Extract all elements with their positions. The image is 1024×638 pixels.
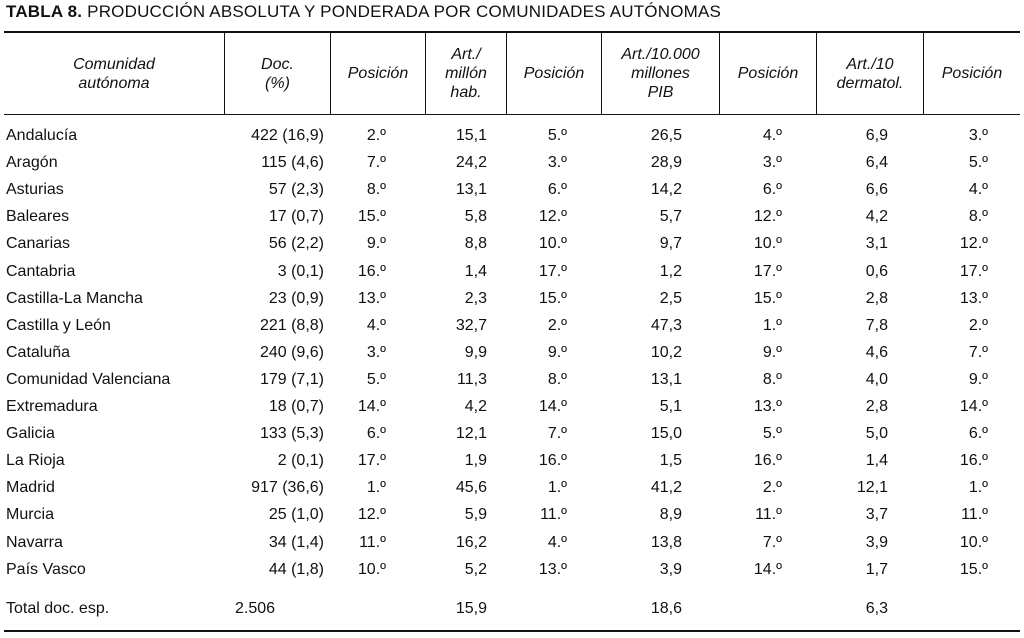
cell-posicion-4: 2.º bbox=[968, 316, 988, 334]
cell-posicion-4: 5.º bbox=[968, 154, 988, 172]
cell-posicion-2: 12.º bbox=[538, 208, 567, 226]
cell-art-dermatol: 12,1 bbox=[856, 479, 888, 497]
cell-art-dermatol: 1,4 bbox=[865, 452, 888, 470]
table-title bbox=[6, 2, 721, 22]
cell-posicion-4: 16.º bbox=[959, 452, 988, 470]
cell-art-dermatol: 4,0 bbox=[865, 370, 888, 388]
header-art-pib: Art./10.000 millones PIB bbox=[621, 46, 700, 101]
cell-posicion-1: 14.º bbox=[357, 398, 386, 415]
cell-art-pib: 26,5 bbox=[650, 127, 682, 144]
cell-posicion-2: 5.º bbox=[547, 127, 567, 144]
table-row bbox=[0, 123, 1024, 150]
cell-posicion-3: 13.º bbox=[753, 398, 782, 415]
cell-art-pib: 1,5 bbox=[659, 452, 682, 470]
cell-doc: 25 (1,0) bbox=[268, 506, 324, 524]
cell-art-millon: 13,1 bbox=[455, 181, 487, 199]
header-posicion-1: Posición bbox=[347, 65, 409, 82]
cell-posicion-3: 4.º bbox=[762, 127, 782, 144]
cell-doc: 917 (36,6) bbox=[251, 479, 324, 497]
cell-posicion-4: 13.º bbox=[959, 289, 988, 307]
table-row bbox=[0, 394, 1024, 421]
table-number: TABLA 8. bbox=[6, 2, 83, 21]
cell-posicion-3: 6.º bbox=[762, 181, 782, 199]
cell-doc: 2 (0,1) bbox=[277, 452, 324, 470]
header-comunidad: Comunidad autónoma bbox=[73, 55, 155, 92]
cell-comunidad: Asturias bbox=[6, 181, 64, 199]
cell-comunidad: Madrid bbox=[6, 479, 55, 497]
bottom-rule bbox=[4, 630, 1020, 632]
cell-posicion-2: 8.º bbox=[547, 370, 567, 388]
cell-art-pib: 47,3 bbox=[650, 316, 682, 334]
table-row bbox=[0, 286, 1024, 313]
cell-art-dermatol: 6,4 bbox=[865, 154, 888, 172]
cell-art-dermatol: 3,9 bbox=[865, 533, 888, 551]
total-art-pib: 18,6 bbox=[650, 600, 682, 617]
cell-art-dermatol: 4,2 bbox=[865, 208, 888, 226]
cell-posicion-4: 17.º bbox=[959, 262, 988, 280]
cell-art-pib: 5,7 bbox=[659, 208, 682, 226]
table-row bbox=[0, 340, 1024, 367]
header-art-dermatol: Art./10 dermatol. bbox=[836, 55, 904, 92]
table-row bbox=[0, 231, 1024, 258]
cell-doc: 221 (8,8) bbox=[259, 316, 324, 334]
table-caption: PRODUCCIÓN ABSOLUTA Y PONDERADA POR COMUNIDADES AUTÓNOMAS bbox=[87, 2, 722, 21]
cell-art-pib: 5,1 bbox=[659, 398, 682, 415]
cell-posicion-4: 11.º bbox=[961, 506, 988, 524]
cell-art-millon: 2,3 bbox=[464, 289, 487, 307]
cell-doc: 422 (16,9) bbox=[251, 127, 324, 144]
cell-art-pib: 9,7 bbox=[659, 235, 682, 253]
cell-art-dermatol: 6,9 bbox=[865, 127, 888, 144]
cell-posicion-4: 3.º bbox=[968, 127, 988, 144]
cell-art-dermatol: 7,8 bbox=[865, 316, 888, 334]
cell-art-pib: 13,1 bbox=[650, 370, 682, 388]
cell-posicion-3: 17.º bbox=[753, 262, 782, 280]
cell-art-millon: 24,2 bbox=[455, 154, 487, 172]
cell-posicion-3: 9.º bbox=[762, 343, 782, 361]
cell-art-millon: 1,4 bbox=[464, 262, 487, 280]
cell-art-pib: 2,5 bbox=[659, 289, 682, 307]
cell-doc: 57 (2,3) bbox=[268, 181, 324, 199]
cell-comunidad: Galicia bbox=[6, 425, 55, 443]
cell-art-dermatol: 3,7 bbox=[865, 506, 888, 524]
cell-posicion-1: 6.º bbox=[366, 425, 386, 443]
cell-comunidad: Cataluña bbox=[6, 343, 71, 361]
cell-art-pib: 13,8 bbox=[650, 533, 682, 551]
cell-posicion-2: 10.º bbox=[538, 235, 567, 253]
cell-posicion-2: 15.º bbox=[538, 289, 567, 307]
header-doc: Doc. (%) bbox=[261, 55, 294, 92]
cell-doc: 17 (0,7) bbox=[268, 208, 324, 226]
cell-comunidad: País Vasco bbox=[6, 560, 86, 578]
cell-posicion-1: 7.º bbox=[366, 154, 386, 172]
cell-posicion-3: 12.º bbox=[753, 208, 782, 226]
cell-comunidad: Canarias bbox=[6, 235, 71, 253]
cell-posicion-1: 2.º bbox=[366, 127, 386, 144]
cell-posicion-2: 3.º bbox=[547, 154, 567, 172]
cell-posicion-2: 13.º bbox=[538, 560, 567, 578]
cell-posicion-3: 5.º bbox=[762, 425, 782, 443]
cell-art-pib: 1,2 bbox=[659, 262, 682, 280]
cell-posicion-1: 3.º bbox=[366, 343, 386, 361]
cell-doc: 179 (7,1) bbox=[259, 370, 324, 388]
cell-posicion-4: 10.º bbox=[959, 533, 988, 551]
cell-comunidad: Aragón bbox=[6, 154, 58, 172]
cell-posicion-1: 8.º bbox=[366, 181, 386, 199]
cell-posicion-1: 9.º bbox=[366, 235, 386, 253]
cell-posicion-3: 1.º bbox=[762, 316, 782, 334]
cell-art-millon: 5,9 bbox=[464, 506, 487, 524]
cell-posicion-2: 2.º bbox=[547, 316, 567, 334]
cell-art-pib: 28,9 bbox=[650, 154, 682, 172]
cell-art-millon: 15,1 bbox=[455, 127, 487, 144]
total-row bbox=[0, 596, 1024, 623]
header-posicion-2: Posición bbox=[523, 65, 585, 82]
total-art-millon: 15,9 bbox=[455, 600, 487, 617]
cell-art-millon: 45,6 bbox=[455, 479, 487, 497]
table-row bbox=[0, 150, 1024, 177]
cell-posicion-3: 11.º bbox=[755, 506, 782, 524]
cell-comunidad: La Rioja bbox=[6, 452, 65, 470]
cell-art-dermatol: 5,0 bbox=[865, 425, 888, 443]
cell-posicion-3: 8.º bbox=[762, 370, 782, 388]
cell-art-pib: 15,0 bbox=[650, 425, 682, 443]
cell-comunidad: Extremadura bbox=[6, 398, 98, 415]
cell-art-pib: 3,9 bbox=[659, 560, 682, 578]
cell-posicion-2: 6.º bbox=[547, 181, 567, 199]
cell-art-millon: 11,3 bbox=[457, 370, 487, 388]
cell-posicion-2: 11.º bbox=[540, 506, 567, 524]
cell-posicion-1: 1.º bbox=[366, 479, 386, 497]
cell-art-pib: 14,2 bbox=[650, 181, 682, 199]
cell-doc: 18 (0,7) bbox=[268, 398, 324, 415]
cell-art-millon: 16,2 bbox=[455, 533, 487, 551]
cell-posicion-1: 11.º bbox=[359, 533, 386, 551]
cell-posicion-1: 13.º bbox=[357, 289, 386, 307]
cell-posicion-4: 9.º bbox=[968, 370, 988, 388]
cell-art-millon: 4,2 bbox=[464, 398, 487, 415]
cell-posicion-1: 5.º bbox=[366, 370, 386, 388]
cell-posicion-4: 15.º bbox=[959, 560, 988, 578]
cell-doc: 3 (0,1) bbox=[277, 262, 324, 280]
cell-posicion-2: 17.º bbox=[538, 262, 567, 280]
header-art-millon: Art./ millón hab. bbox=[445, 46, 487, 101]
cell-art-millon: 5,2 bbox=[464, 560, 487, 578]
cell-posicion-3: 3.º bbox=[762, 154, 782, 172]
cell-posicion-3: 14.º bbox=[753, 560, 782, 578]
cell-art-millon: 1,9 bbox=[464, 452, 487, 470]
cell-art-dermatol: 3,1 bbox=[865, 235, 888, 253]
cell-posicion-3: 15.º bbox=[753, 289, 782, 307]
cell-comunidad: Baleares bbox=[6, 208, 70, 226]
cell-art-dermatol: 4,6 bbox=[865, 343, 888, 361]
cell-doc: 56 (2,2) bbox=[268, 235, 324, 253]
cell-doc: 44 (1,8) bbox=[268, 560, 324, 578]
header-rule bbox=[4, 114, 1020, 115]
table-row bbox=[0, 448, 1024, 475]
cell-posicion-1: 17.º bbox=[357, 452, 386, 470]
cell-art-dermatol: 1,7 bbox=[865, 560, 888, 578]
cell-art-dermatol: 0,6 bbox=[865, 262, 888, 280]
cell-posicion-1: 12.º bbox=[357, 506, 386, 524]
cell-comunidad: Murcia bbox=[6, 506, 55, 524]
header-posicion-3: Posición bbox=[737, 65, 799, 82]
cell-posicion-1: 16.º bbox=[357, 262, 386, 280]
cell-posicion-4: 8.º bbox=[968, 208, 988, 226]
table-row bbox=[0, 313, 1024, 340]
cell-art-millon: 9,9 bbox=[464, 343, 487, 361]
cell-doc: 115 (4,6) bbox=[261, 154, 324, 172]
cell-doc: 133 (5,3) bbox=[259, 425, 324, 443]
cell-posicion-4: 14.º bbox=[959, 398, 988, 415]
cell-posicion-3: 7.º bbox=[762, 533, 782, 551]
total-art-dermatol: 6,3 bbox=[865, 600, 888, 617]
cell-posicion-1: 4.º bbox=[366, 316, 386, 334]
cell-art-millon: 5,8 bbox=[464, 208, 487, 226]
cell-posicion-4: 4.º bbox=[968, 181, 988, 199]
cell-posicion-2: 16.º bbox=[538, 452, 567, 470]
table-row bbox=[0, 204, 1024, 231]
table-row bbox=[0, 259, 1024, 286]
table-row bbox=[0, 530, 1024, 557]
cell-doc: 34 (1,4) bbox=[268, 533, 324, 551]
header-posicion-4: Posición bbox=[941, 65, 1003, 82]
cell-posicion-1: 10.º bbox=[357, 560, 386, 578]
cell-posicion-2: 4.º bbox=[547, 533, 567, 551]
cell-posicion-2: 7.º bbox=[547, 425, 567, 443]
cell-posicion-4: 1.º bbox=[968, 479, 988, 497]
cell-posicion-3: 10.º bbox=[753, 235, 782, 253]
cell-posicion-2: 1.º bbox=[547, 479, 567, 497]
cell-posicion-2: 14.º bbox=[538, 398, 567, 415]
cell-art-dermatol: 2,8 bbox=[865, 398, 888, 415]
cell-posicion-4: 7.º bbox=[968, 343, 988, 361]
cell-posicion-4: 6.º bbox=[968, 425, 988, 443]
cell-art-pib: 41,2 bbox=[650, 479, 682, 497]
cell-comunidad: Comunidad Valenciana bbox=[6, 370, 171, 388]
cell-posicion-3: 16.º bbox=[753, 452, 782, 470]
cell-art-millon: 12,1 bbox=[455, 425, 487, 443]
cell-comunidad: Castilla y León bbox=[6, 316, 111, 334]
cell-posicion-3: 2.º bbox=[762, 479, 782, 497]
cell-art-millon: 8,8 bbox=[464, 235, 487, 253]
table-row bbox=[0, 421, 1024, 448]
cell-posicion-1: 15.º bbox=[357, 208, 386, 226]
table-row bbox=[0, 177, 1024, 204]
total-doc: 2.506 bbox=[235, 600, 276, 617]
table-row bbox=[0, 502, 1024, 529]
total-label: Total doc. esp. bbox=[6, 600, 110, 617]
cell-comunidad: Castilla-La Mancha bbox=[6, 289, 143, 307]
table-row bbox=[0, 367, 1024, 394]
cell-art-dermatol: 2,8 bbox=[865, 289, 888, 307]
cell-posicion-4: 12.º bbox=[959, 235, 988, 253]
table-row bbox=[0, 475, 1024, 502]
cell-comunidad: Navarra bbox=[6, 533, 63, 551]
cell-art-dermatol: 6,6 bbox=[865, 181, 888, 199]
cell-posicion-2: 9.º bbox=[547, 343, 567, 361]
cell-art-pib: 8,9 bbox=[659, 506, 682, 524]
cell-comunidad: Andalucía bbox=[6, 127, 78, 144]
cell-art-millon: 32,7 bbox=[455, 316, 487, 334]
table-row bbox=[0, 557, 1024, 584]
cell-doc: 23 (0,9) bbox=[268, 289, 324, 307]
cell-art-pib: 10,2 bbox=[650, 343, 682, 361]
cell-comunidad: Cantabria bbox=[6, 262, 76, 280]
cell-doc: 240 (9,6) bbox=[259, 343, 324, 361]
